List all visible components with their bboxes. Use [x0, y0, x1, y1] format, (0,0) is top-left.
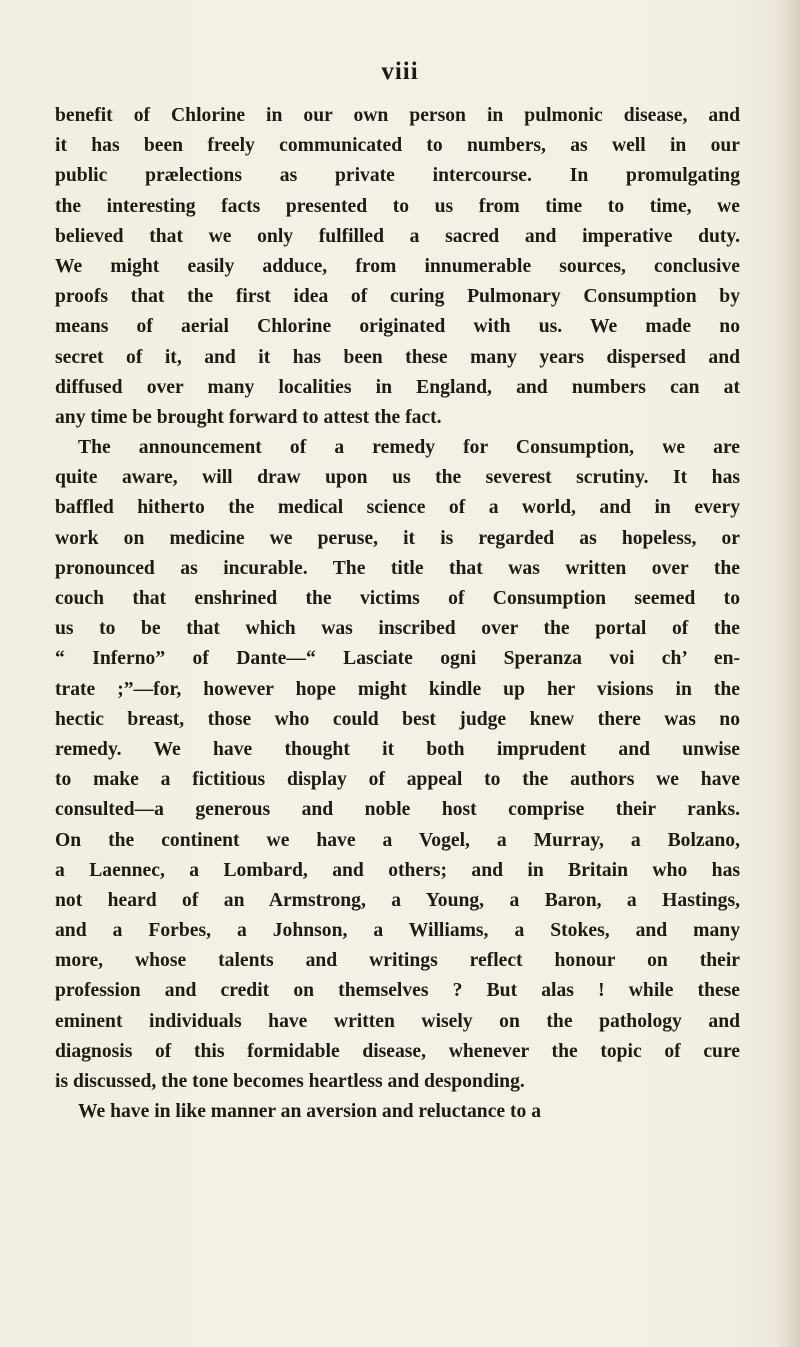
- text-line: trate ;”—for, however hope might kindle up her visions in the: [55, 678, 740, 700]
- text-line: couch that enshrined the victims of Consumption seemed to: [55, 588, 740, 609]
- text-line: We have in like manner an aversion and reluctance to a: [78, 1101, 541, 1123]
- text-line: work on medicine we peruse, it is regarded as hopeless, or: [55, 527, 740, 549]
- text-line: believed that we only fulfilled a sacred and imperative duty.: [55, 225, 740, 247]
- text-line: consulted—a generous and noble host comprise their ranks.: [55, 799, 740, 821]
- body-text: [55, 101, 740, 1127]
- text-line: profession and credit on themselves ? But alas ! while these: [55, 980, 740, 1002]
- text-line: us to be that which was inscribed over the portal of the: [55, 618, 740, 640]
- text-line: eminent individuals have written wisely on the pathology and: [55, 1010, 740, 1032]
- text-line: On the continent we have a Vogel, a Murray, a Bolzano,: [55, 829, 740, 851]
- text-line: diagnosis of this formidable disease, whenever the topic of cure: [55, 1040, 740, 1062]
- text-line: We might easily adduce, from innumerable sources, conclusive: [55, 255, 740, 277]
- text-line: any time be brought forward to attest the fact.: [55, 406, 442, 428]
- text-line: to make a fictitious display of appeal to the authors we have: [55, 769, 740, 791]
- text-line: baffled hitherto the medical science of a world, and in every: [55, 497, 740, 519]
- text-line: public prælections as private intercourse. In promulgating: [55, 165, 740, 187]
- text-line: it has been freely communicated to numbers, as well in our: [55, 135, 740, 157]
- text-line: the interesting facts presented to us from time to time, we: [55, 195, 740, 217]
- text-line: is discussed, the tone becomes heartless and desponding.: [55, 1071, 525, 1092]
- text-line: diffused over many localities in England, and numbers can at: [55, 376, 740, 398]
- text-line: remedy. We have thought it both imprudent and unwise: [55, 738, 740, 760]
- text-line: means of aerial Chlorine originated with us. We made no: [55, 316, 740, 338]
- text-line: pronounced as incurable. The title that was written over the: [55, 557, 740, 579]
- text-line: The announcement of a remedy for Consumption, we are: [78, 437, 740, 459]
- text-line: not heard of an Armstrong, a Young, a Baron, a Hastings,: [55, 889, 740, 911]
- text-line: secret of it, and it has been these many years dispersed and: [55, 346, 740, 368]
- text-line: more, whose talents and writings reflect honour on their: [55, 950, 740, 972]
- text-line: benefit of Chlorine in our own person in pulmonic disease, and: [55, 105, 740, 126]
- text-line: “ Inferno” of Dante—“ Lasciate ogni Speranza voi ch’ en-: [55, 648, 740, 670]
- page-number: viii: [381, 58, 419, 85]
- text-line: quite aware, will draw upon us the severest scrutiny. It has: [55, 467, 740, 489]
- text-line: proofs that the first idea of curing Pulmonary Consumption by: [55, 286, 740, 308]
- page-edge-shadow: [778, 0, 800, 1347]
- text-line: a Laennec, a Lombard, and others; and in Britain who has: [55, 859, 740, 881]
- text-line: and a Forbes, a Johnson, a Williams, a Stokes, and many: [55, 920, 740, 942]
- text-line: hectic breast, those who could best judge knew there was no: [55, 708, 740, 730]
